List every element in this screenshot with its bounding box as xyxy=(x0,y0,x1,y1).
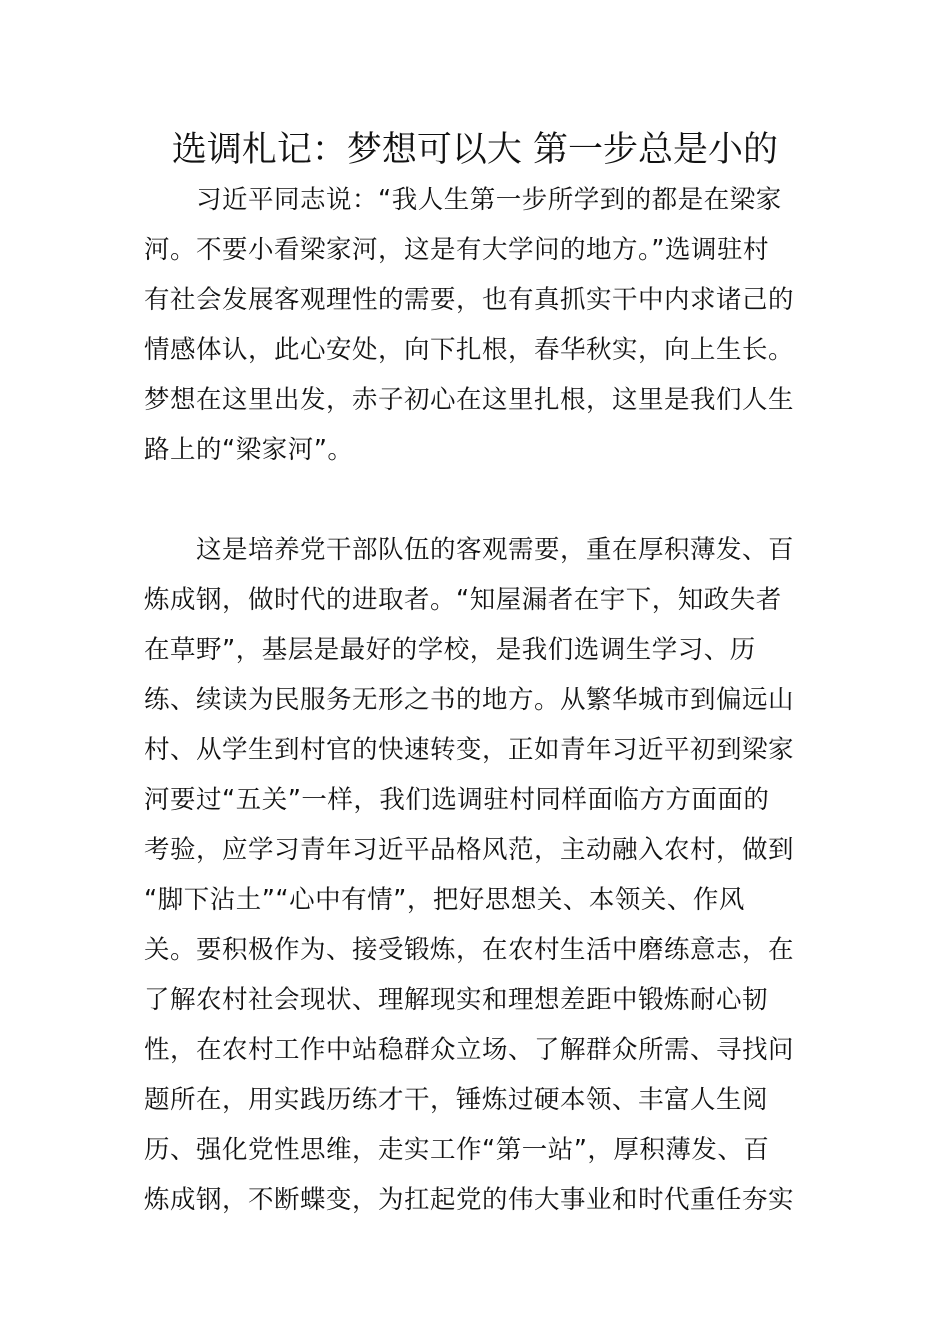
paragraph-line: 历、强化党性思维，走实工作“第一站”，厚积薄发、百 xyxy=(144,1135,770,1165)
paragraph-line: 有社会发展客观理性的需要，也有真抓实干中内求诸己的 xyxy=(144,285,795,315)
paragraph-line: 炼成钢，不断蝶变，为扛起党的伟大事业和时代重任夯实 xyxy=(144,1185,795,1215)
paragraph-line: 习近平同志说：“我人生第一步所学到的都是在梁家 xyxy=(196,185,782,215)
paragraph-line: 梦想在这里出发，赤子初心在这里扎根，这里是我们人生 xyxy=(144,385,795,415)
paragraph-line: 考验，应学习青年习近平品格风范，主动融入农村，做到 xyxy=(144,835,795,865)
paragraph-line: 在草野”，基层是最好的学校，是我们选调生学习、历 xyxy=(144,635,756,665)
paragraph-line: 路上的“梁家河”。 xyxy=(144,435,354,465)
paragraph-line: 这是培养党干部队伍的客观需要，重在厚积薄发、百 xyxy=(196,535,795,565)
document-title: 选调札记：梦想可以大 第一步总是小的 xyxy=(171,130,779,170)
paragraph-line: “脚下沾土”“心中有情”，把好思想关、本领关、作风 xyxy=(144,885,745,915)
paragraph-1 xyxy=(144,175,814,475)
paragraph-line: 题所在，用实践历练才干，锤炼过硬本领、丰富人生阅 xyxy=(144,1085,769,1115)
paragraph-line: 河。不要小看梁家河，这是有大学问的地方。”选调驻村 xyxy=(144,235,769,265)
paragraph-line: 河要过“五关”一样，我们选调驻村同样面临方方面面的 xyxy=(144,785,770,815)
paragraph-line: 练、续读为民服务无形之书的地方。从繁华城市到偏远山 xyxy=(144,685,795,715)
paragraph-line: 关。要积极作为、接受锻炼，在农村生活中磨练意志，在 xyxy=(144,935,795,965)
paragraph-line: 情感体认，此心安处，向下扎根，春华秋实，向上生长。 xyxy=(144,335,795,365)
paragraph-line: 炼成钢，做时代的进取者。“知屋漏者在宇下，知政失者 xyxy=(144,585,782,615)
paragraph-line: 性，在农村工作中站稳群众立场、了解群众所需、寻找问 xyxy=(144,1035,795,1065)
paragraph-line: 村、从学生到村官的快速转变，正如青年习近平初到梁家 xyxy=(144,735,795,765)
paragraph-line: 了解农村社会现状、理解现实和理想差距中锻炼耐心韧 xyxy=(144,985,769,1015)
paragraph-2 xyxy=(144,525,814,1225)
